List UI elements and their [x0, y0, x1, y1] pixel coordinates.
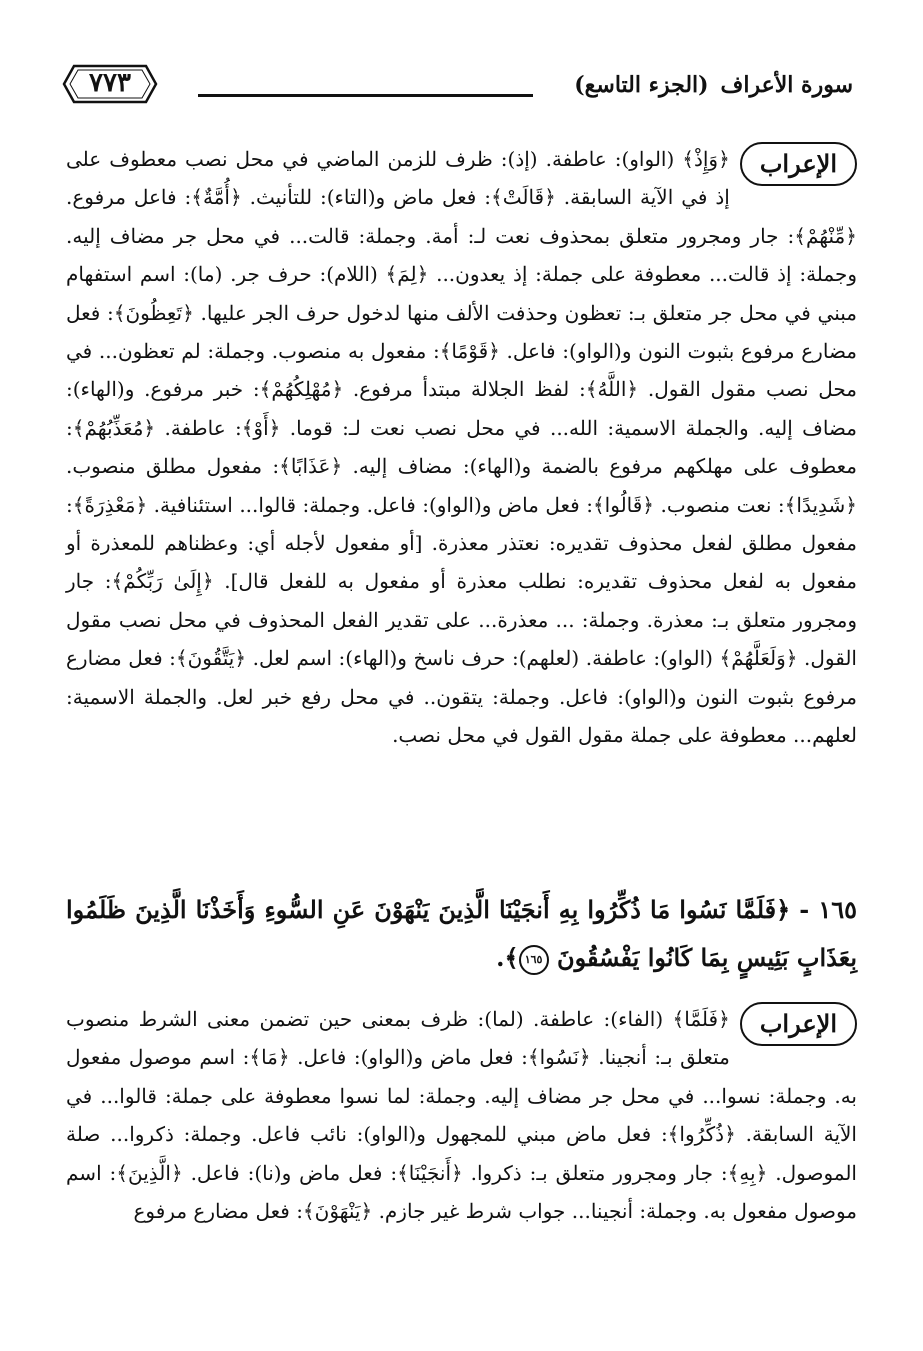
- irab-label-2: الإعراب: [740, 1002, 857, 1046]
- page-header: [60, 62, 853, 114]
- verse-number: ١٦٥ -: [799, 895, 857, 924]
- header-title: [574, 72, 853, 98]
- verse-text: ﴿فَلَمَّا نَسُوا مَا ذُكِّرُوا بِهِ أَنجَيْنَا الَّذِينَ يَنْهَوْنَ عَنِ السُّوءِ وَأَخَذْنَا الَّذِينَ ظَلَمُوا بِعَذَابٍ بَئِيسٍ بِمَا كَانُوا يَفْسُقُونَ: [66, 895, 857, 972]
- verse-end: ﴾.: [496, 943, 519, 972]
- ayah-end-mark: ١٦٥: [519, 945, 549, 975]
- irab-section-1: [66, 140, 857, 755]
- page-number: ٧٧٣: [89, 68, 131, 98]
- page-number-frame: [60, 62, 160, 106]
- irab-text-2: ﴿فَلَمَّا﴾ (الفاء): عاطفة. (لما): ظرف بمعنى حين تضمن معنى الشرط منصوب متعلق بـ: أنجينا. ﴿نَسُوا﴾: فعل ماض و(الواو): فاعل. ﴿مَا﴾: اسم موصول مفعول به. وجملة: نسوا... في محل جر مضاف إليه. وجملة: لما نسوا معطوفة على جملة: قالوا... في الآية السابقة. ﴿ذُكِّرُوا﴾: فعل ماض مبني للمجهول و(الواو): نائب فاعل. وجملة: ذكروا... صلة الموصول. ﴿بِهِ﴾: جار ومجرور متعلق بـ: ذكروا. ﴿أَنجَيْنَا﴾: فعل ماض و(نا): فاعل. ﴿الَّذِينَ﴾: اسم موصول مفعول به. وجملة: أنجينا... جواب شرط غير جازم. ﴿يَنْهَوْنَ﴾: فعل مضارع مرفوع: [66, 1007, 857, 1224]
- part-name: (الجزء التاسع): [574, 72, 709, 98]
- verse-165: [66, 886, 857, 982]
- surah-name: سورة الأعراف: [720, 72, 853, 98]
- header-rule: [198, 94, 533, 97]
- irab-text-1: ﴿وَإِذْ﴾ (الواو): عاطفة. (إذ): ظرف للزمن الماضي في محل نصب معطوف على إذ في الآية السابقة. ﴿قَالَتْ﴾: فعل ماض و(التاء): للتأنيث. ﴿أُمَّةٌ﴾: فاعل مرفوع. ﴿مِّنْهُمْ﴾: جار ومجرور متعلق بمحذوف نعت لـ: أمة. وجملة: قالت... في محل جر مضاف إليه. وجملة: إذ قالت... معطوفة على جملة: إذ يعدون... ﴿لِمَ﴾ (اللام): حرف جر. (ما): اسم استفهام مبني في محل جر متعلق بـ: تعظون وحذفت الألف منها لدخول حرف الجر عليها. ﴿تَعِظُونَ﴾: فعل مضارع مرفوع بثبوت النون و(الواو): فاعل. ﴿قَوْمًا﴾: مفعول به منصوب. وجملة: لم تعظون... في محل نصب مقول القول. ﴿اللَّهُ﴾: لفظ الجلالة مبتدأ مرفوع. ﴿مُهْلِكُهُمْ﴾: خبر مرفوع. و(الهاء): مضاف إليه. والجملة الاسمية: الله... في محل نصب نعت لـ: قوما. ﴿أَوْ﴾: عاطفة. ﴿مُعَذِّبُهُمْ﴾: معطوف على مهلكهم مرفوع بالضمة و(الهاء): مضاف إليه. ﴿عَذَابًا﴾: مفعول مطلق منصوب. ﴿شَدِيدًا﴾: نعت منصوب. ﴿قَالُوا﴾: فعل ماض و(الواو): فاعل. وجملة: قالوا... استئنافية. ﴿مَعْذِرَةً﴾: مفعول مطلق لفعل محذوف تقديره: نعتذر معذرة. [أو مفعول لأجله أي: وعظناهم للمعذرة أو مفعول به لفعل محذوف تقديره: نطلب معذرة أو مفعول به للفعل قال]. ﴿إِلَىٰ رَبِّكُمْ﴾: جار ومجرور متعلق بـ: معذرة. وجملة: ... معذرة... على تقدير الفعل المحذوف في محل نصب مقول القول. ﴿وَلَعَلَّهُمْ﴾ (الواو): عاطفة. (لعلهم): حرف ناسخ و(الهاء): اسم لعل. ﴿يَتَّقُونَ﴾: فعل مضارع مرفوع بثبوت النون و(الواو): فاعل. وجملة: يتقون.. في محل رفع خبر لعل. والجملة الاسمية: لعلهم... معطوفة على جملة مقول القول في محل نصب.: [66, 147, 857, 748]
- irab-section-2: [66, 1000, 857, 1230]
- irab-label: الإعراب: [740, 142, 857, 186]
